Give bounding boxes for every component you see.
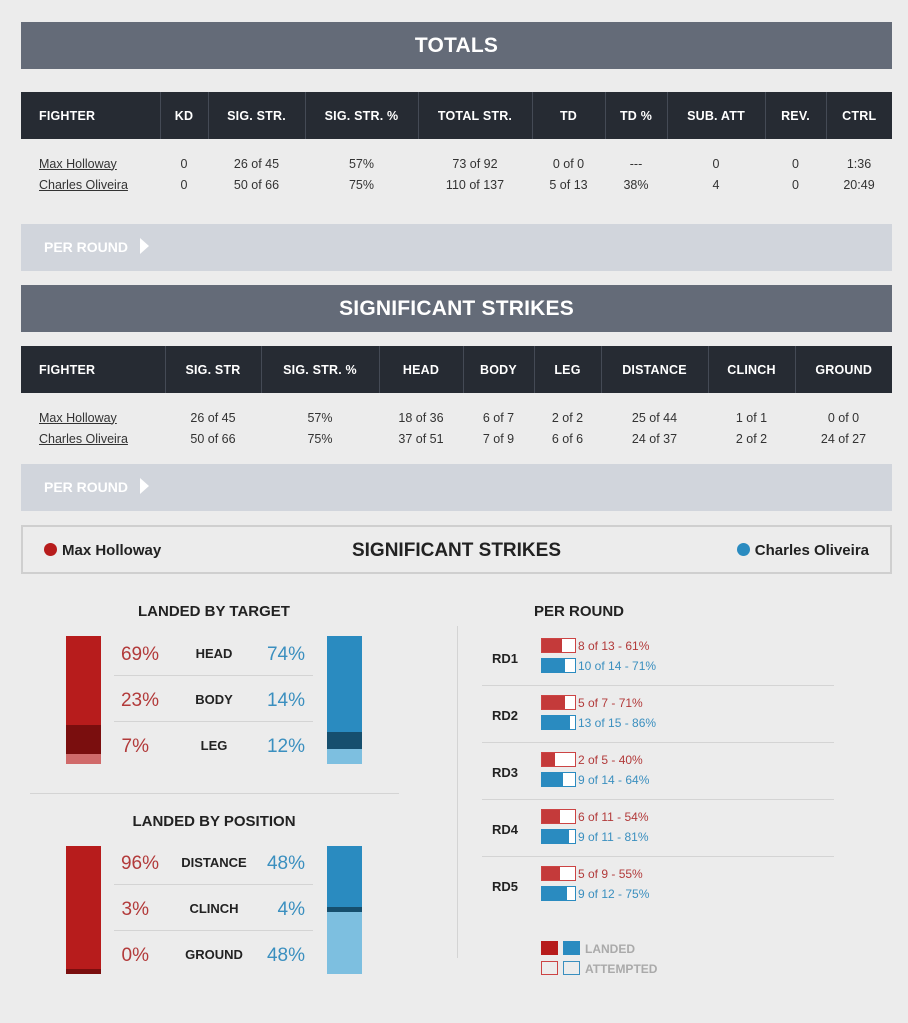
blue-round-fill: [542, 773, 563, 786]
red-round-bar: [541, 752, 576, 767]
red-round-bar: [541, 638, 576, 653]
table-cell: 25 of 44: [631, 410, 678, 425]
red-round-fill: [542, 867, 560, 880]
red-round-bar: [541, 809, 576, 824]
table-cell: 2 of 2: [735, 431, 768, 446]
red-leg-segment: [66, 754, 101, 764]
table-cell: 1 of 1: [735, 410, 768, 425]
round-divider: [482, 856, 834, 857]
table-cell: 75%: [348, 177, 375, 192]
red-body-segment: [66, 725, 101, 754]
position-label-clinch: CLINCH: [189, 901, 239, 916]
fighter-link[interactable]: Max Holloway: [39, 156, 117, 171]
blue-round-bar: [541, 829, 576, 844]
col-header: HEAD: [379, 346, 463, 393]
round-label: RD2: [492, 708, 519, 723]
col-header: REV.: [765, 92, 826, 139]
blue-head-pct: 74%: [266, 644, 305, 665]
blue-round-text: 9 of 14 - 64%: [578, 773, 650, 787]
red-round-text: 6 of 11 - 54%: [578, 810, 649, 824]
blue-round-text: 10 of 14 - 71%: [578, 659, 657, 673]
fighter-link[interactable]: Max Holloway: [39, 410, 117, 425]
table-row: [21, 393, 892, 428]
table-cell: 24 of 37: [631, 431, 678, 446]
blue-distance-pct: 48%: [266, 853, 305, 874]
per-round-label: PER ROUND: [44, 479, 129, 495]
table-cell: 1:36: [846, 156, 872, 171]
col-header: SIG. STR. %: [261, 346, 379, 393]
sig-header-row: [21, 346, 892, 393]
table-cell: 0: [712, 156, 720, 171]
per-round-title: PER ROUND: [534, 603, 625, 620]
target-label-leg: LEG: [200, 738, 228, 753]
col-header: BODY: [463, 346, 534, 393]
target-label-head: HEAD: [195, 646, 233, 661]
table-cell: 0: [180, 156, 188, 171]
chevron-right-icon: [140, 238, 149, 254]
red-fighter-name: Max Holloway: [62, 542, 162, 559]
blue-fighter-legend: [737, 542, 869, 559]
table-cell: 50 of 66: [233, 177, 280, 192]
red-round-fill: [542, 639, 562, 652]
table-cell: 0: [792, 177, 799, 192]
blue-round-fill: [542, 887, 567, 900]
key-attempted-label: ATTEMPTED: [585, 962, 658, 976]
table-cell: 5 of 13: [549, 177, 588, 192]
column-divider: [457, 626, 458, 958]
red-body-pct: 23%: [120, 690, 159, 711]
round-divider: [482, 742, 834, 743]
table-cell: 0: [180, 177, 188, 192]
blue-round-text: 9 of 11 - 81%: [578, 830, 649, 844]
table-cell: 18 of 36: [398, 410, 444, 425]
divider: [114, 930, 313, 931]
blue-round-fill: [542, 830, 569, 843]
key-landed-label: LANDED: [585, 942, 635, 956]
table-cell: 4: [712, 177, 720, 192]
red-head-segment: [66, 636, 101, 725]
blue-round-text: 13 of 15 - 86%: [578, 716, 657, 730]
col-header: DISTANCE: [601, 346, 708, 393]
blue-target-bar: [327, 636, 362, 764]
table-cell: 57%: [307, 410, 333, 425]
round-label: RD1: [492, 651, 519, 666]
blue-leg-segment: [327, 749, 362, 764]
red-round-text: 5 of 7 - 71%: [578, 696, 643, 710]
chevron-right-icon: [140, 478, 149, 494]
table-cell: 0 of 0: [827, 410, 860, 425]
blue-round-fill: [542, 716, 570, 729]
red-round-text: 8 of 13 - 61%: [578, 639, 650, 653]
totals-table: [21, 92, 892, 195]
col-header: FIGHTER: [21, 92, 160, 139]
blue-ground-segment: [327, 912, 362, 974]
table-cell: 2 of 2: [551, 410, 584, 425]
col-header: TD %: [605, 92, 667, 139]
legend-title: SIGNIFICANT STRIKES: [351, 540, 561, 561]
red-round-fill: [542, 696, 565, 709]
col-header: CTRL: [826, 92, 892, 139]
red-distance-segment: [66, 846, 101, 969]
blue-round-bar: [541, 886, 576, 901]
col-header: SIG. STR. %: [305, 92, 418, 139]
sig-per-round-toggle[interactable]: [21, 464, 892, 511]
red-clinch-segment: [66, 969, 101, 974]
table-cell: 50 of 66: [190, 431, 236, 446]
blue-fighter-name: Charles Oliveira: [754, 542, 869, 559]
table-cell: 26 of 45: [233, 156, 280, 171]
landed-blue-key: [563, 941, 580, 955]
round-divider: [482, 799, 834, 800]
red-round-fill: [542, 753, 555, 766]
table-cell: 6 of 6: [551, 431, 584, 446]
col-header: LEG: [534, 346, 601, 393]
red-position-bar: [66, 846, 101, 974]
totals-per-round-toggle[interactable]: [21, 224, 892, 271]
col-header: KD: [160, 92, 208, 139]
table-cell: 38%: [623, 177, 649, 192]
col-header: SIG. STR: [165, 346, 261, 393]
table-row: [21, 428, 892, 449]
blue-head-segment: [327, 636, 362, 732]
table-cell: 6 of 7: [482, 410, 515, 425]
blue-body-pct: 14%: [266, 690, 305, 711]
landed-red-key: [541, 941, 558, 955]
totals-banner: TOTALS: [21, 22, 892, 69]
attempted-red-key: [541, 961, 558, 975]
blue-clinch-pct: 4%: [277, 899, 305, 920]
red-ground-pct: 0%: [121, 945, 149, 966]
table-row: [21, 174, 892, 195]
blue-round-bar: [541, 772, 576, 787]
red-clinch-pct: 3%: [121, 899, 149, 920]
blue-round-bar: [541, 658, 576, 673]
red-round-fill: [542, 810, 560, 823]
fighter-link[interactable]: Charles Oliveira: [39, 177, 128, 192]
table-cell: 0 of 0: [552, 156, 585, 171]
table-row: [21, 139, 892, 174]
round-label: RD3: [492, 765, 519, 780]
blue-dot-icon: [737, 543, 750, 556]
round-label: RD5: [492, 879, 519, 894]
col-header: SUB. ATT: [667, 92, 765, 139]
table-cell: 57%: [348, 156, 375, 171]
col-header: SIG. STR.: [208, 92, 305, 139]
red-target-bar: [66, 636, 101, 764]
table-cell: ---: [629, 156, 643, 171]
landed-by-position-title: LANDED BY POSITION: [132, 813, 296, 830]
divider: [114, 884, 313, 885]
blue-distance-segment: [327, 846, 362, 907]
table-cell: 26 of 45: [190, 410, 236, 425]
col-header: FIGHTER: [21, 346, 165, 393]
red-distance-pct: 96%: [120, 853, 159, 874]
red-leg-pct: 7%: [121, 736, 149, 757]
col-header: CLINCH: [708, 346, 795, 393]
attempted-blue-key: [563, 961, 580, 975]
table-cell: 20:49: [843, 177, 875, 192]
table-cell: 73 of 92: [452, 156, 498, 171]
divider: [114, 675, 313, 676]
per-round-label: PER ROUND: [44, 239, 129, 255]
red-round-bar: [541, 866, 576, 881]
red-round-bar: [541, 695, 576, 710]
table-cell: 110 of 137: [445, 177, 505, 192]
round-label: RD4: [492, 822, 519, 837]
fighter-legend: [21, 525, 892, 574]
divider: [114, 721, 313, 722]
fighter-link[interactable]: Charles Oliveira: [39, 431, 128, 446]
blue-round-fill: [542, 659, 565, 672]
totals-header-row: [21, 92, 892, 139]
table-cell: 0: [792, 156, 799, 171]
blue-round-text: 9 of 12 - 75%: [578, 887, 650, 901]
section-divider: [30, 793, 399, 794]
round-divider: [482, 685, 834, 686]
sig-strikes-banner: SIGNIFICANT STRIKES: [21, 285, 892, 332]
col-header: TD: [532, 92, 605, 139]
table-cell: 7 of 9: [482, 431, 515, 446]
target-label-body: BODY: [195, 692, 233, 707]
col-header: GROUND: [795, 346, 892, 393]
blue-leg-pct: 12%: [266, 736, 305, 757]
blue-ground-pct: 48%: [266, 945, 305, 966]
red-round-text: 5 of 9 - 55%: [578, 867, 643, 881]
blue-position-bar: [327, 846, 362, 974]
red-round-text: 2 of 5 - 40%: [578, 753, 643, 767]
table-cell: 37 of 51: [398, 431, 444, 446]
table-cell: 24 of 27: [820, 431, 867, 446]
red-head-pct: 69%: [120, 644, 159, 665]
blue-round-bar: [541, 715, 576, 730]
landed-by-target-title: LANDED BY TARGET: [138, 603, 290, 620]
blue-body-segment: [327, 732, 362, 749]
col-header: TOTAL STR.: [418, 92, 532, 139]
position-label-ground: GROUND: [185, 947, 243, 962]
position-label-distance: DISTANCE: [181, 855, 247, 870]
table-cell: 75%: [307, 431, 333, 446]
sig-strikes-table: [21, 346, 892, 449]
